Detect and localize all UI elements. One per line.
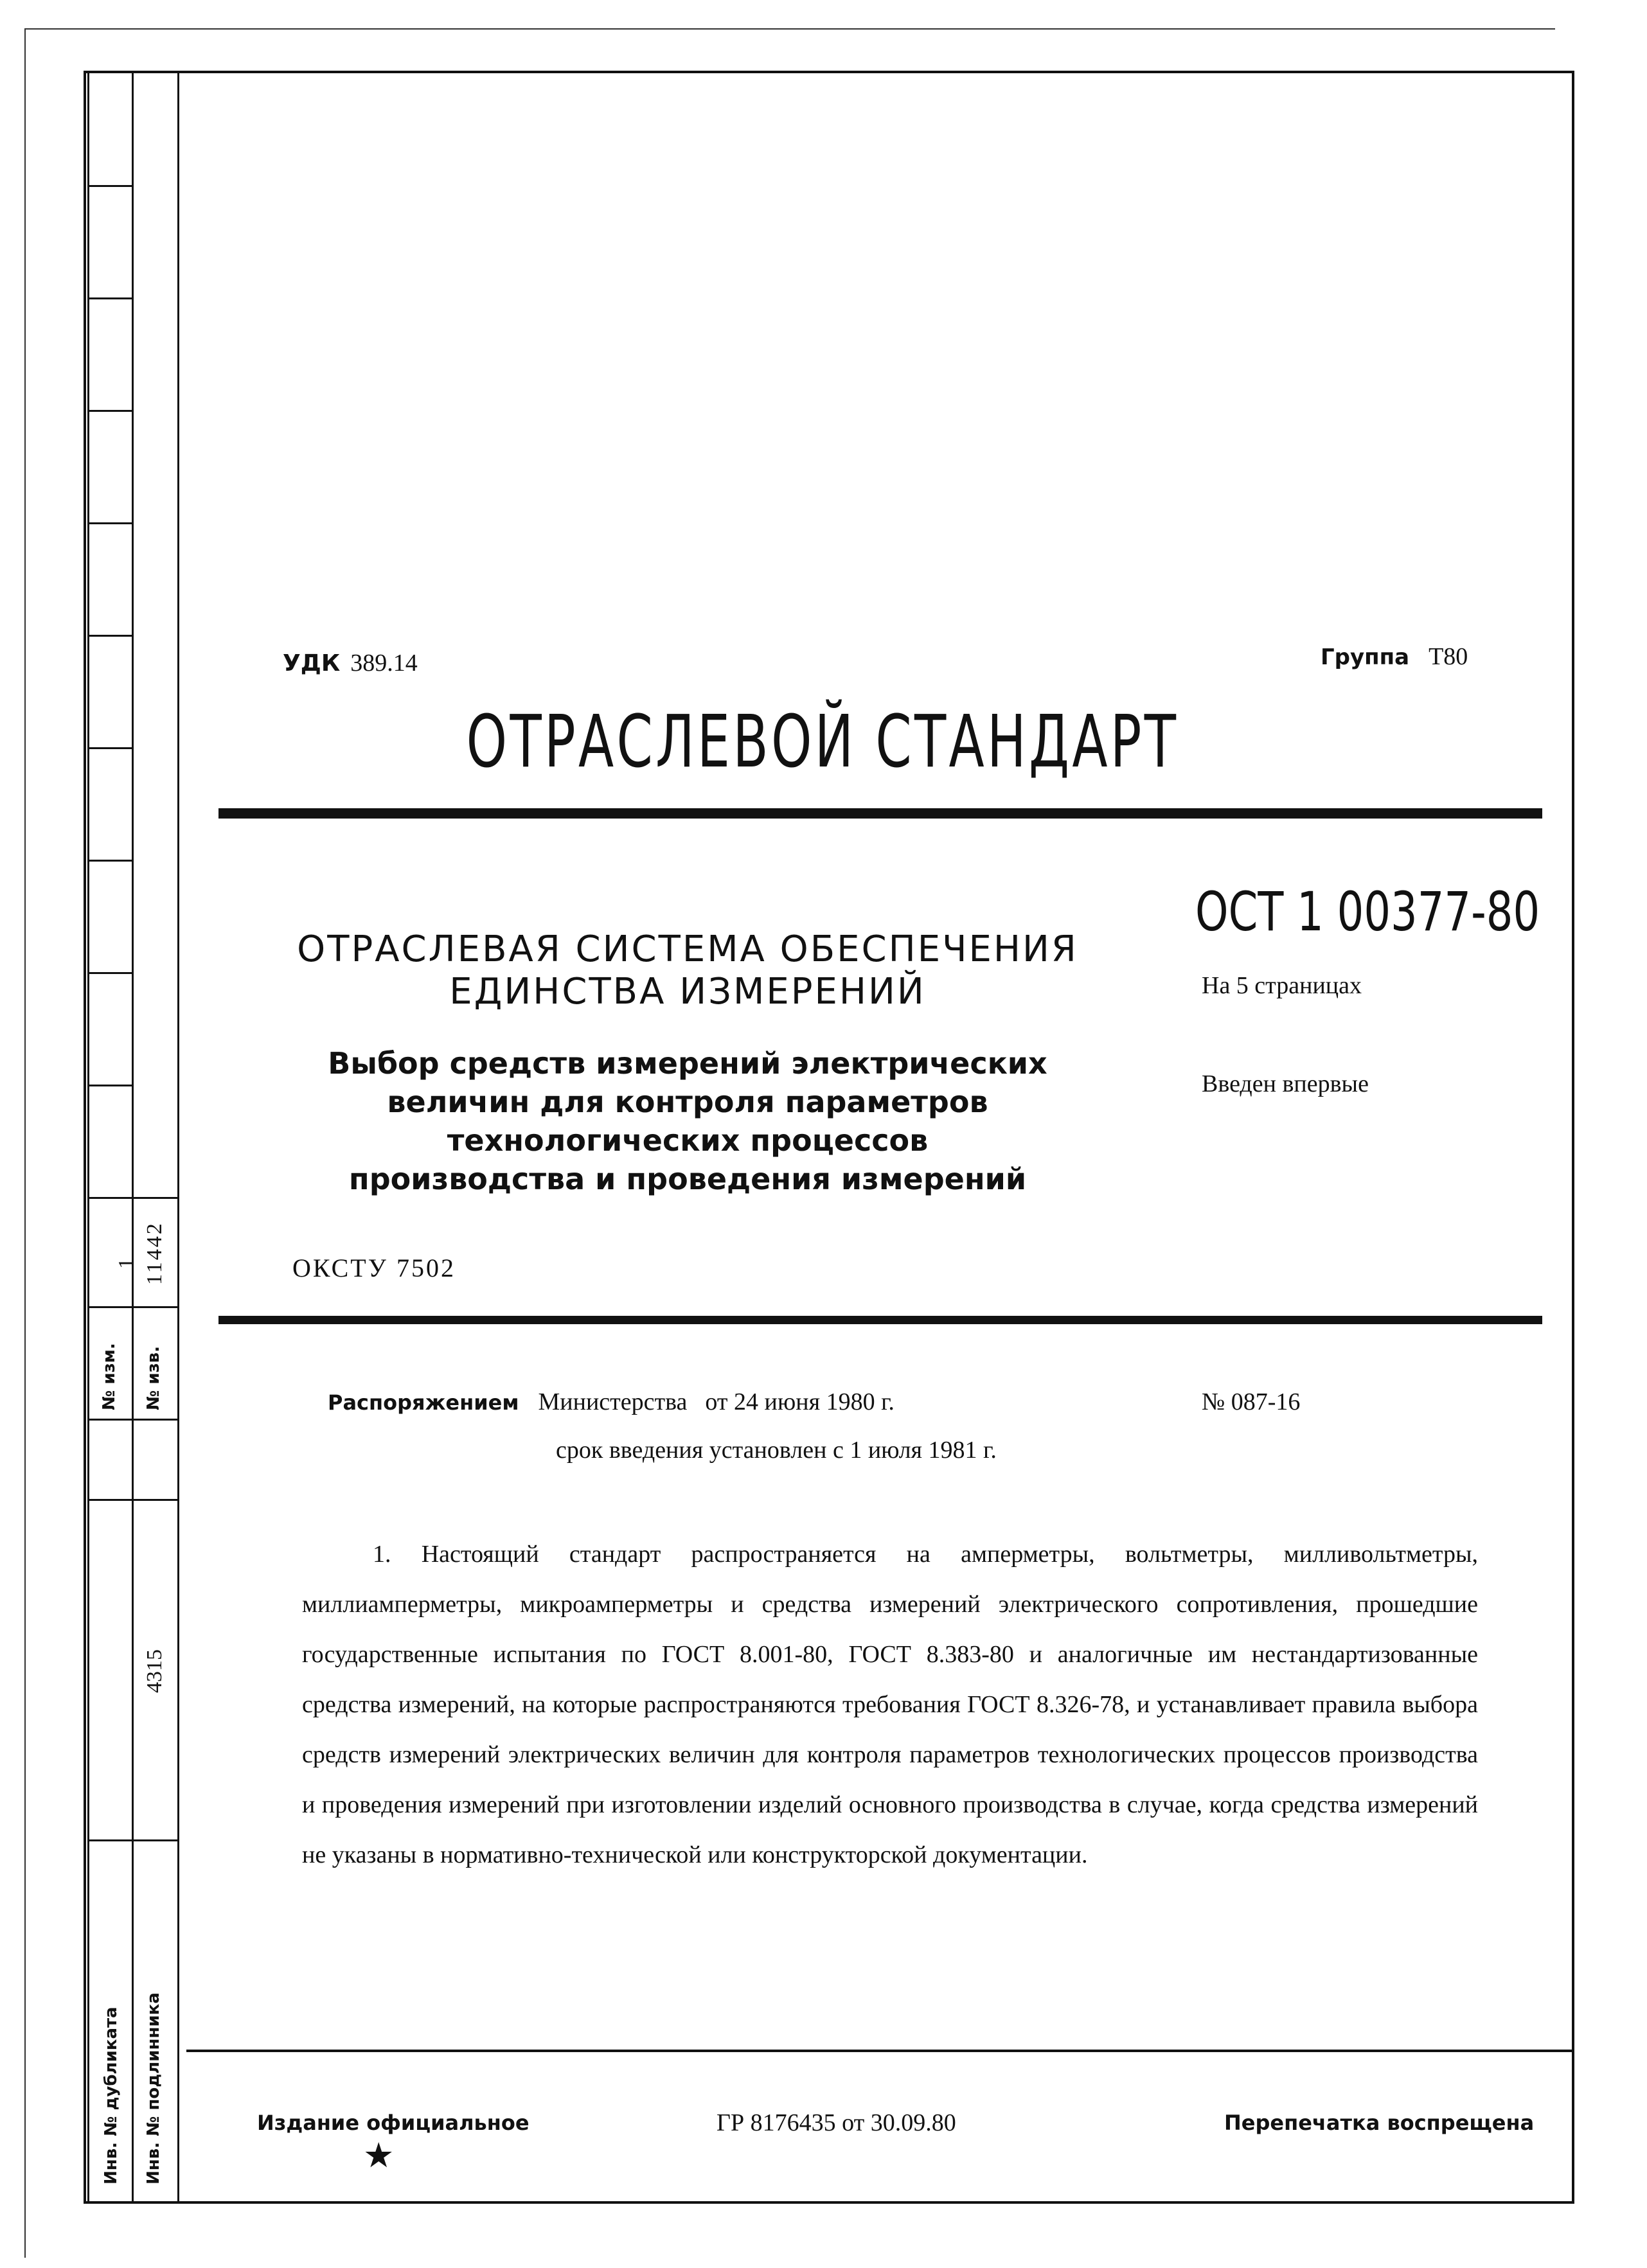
system-title-line: ЕДИНСТВА ИЗМЕРЕНИЙ: [449, 971, 926, 1013]
registration-number: ГР 8176435 от 30.09.80: [717, 2109, 956, 2136]
main-title: ОТРАСЛЕВОЙ СТАНДАРТ: [466, 700, 1179, 784]
page-left-rule: [24, 28, 26, 2258]
duplicate-inventory-label: Инв. № дубликата: [102, 2007, 121, 2184]
oksty-code: ОКСТУ 7502: [292, 1254, 456, 1282]
original-inventory-label: Инв. № подлинника: [144, 1992, 163, 2184]
group-code: [1321, 642, 1468, 671]
system-title-line: ОТРАСЛЕВАЯ СИСТЕМА ОБЕСПЕЧЕНИЯ: [297, 928, 1078, 970]
pages-note: На 5 страницах: [1202, 972, 1362, 999]
margin-stamp-column-inner: [132, 71, 179, 2204]
reprint-prohibited-label: Перепечатка воспрещена: [1224, 2111, 1535, 2135]
order-number: № 087-16: [1202, 1388, 1301, 1415]
page-top-rule: [26, 28, 1555, 30]
order-line: [328, 1388, 895, 1416]
system-title: [283, 928, 1092, 1013]
footer-rule: [186, 2050, 1574, 2052]
notice-number-value: 11442: [143, 1221, 166, 1285]
group-value: Т80: [1429, 643, 1468, 670]
order-authority: Министерства: [538, 1388, 688, 1415]
original-inventory-value: 4315: [143, 1649, 166, 1693]
order-date: от 24 июня 1980 г.: [705, 1388, 895, 1415]
star-icon: ★: [363, 2135, 395, 2175]
change-number-label: № изм.: [100, 1343, 119, 1410]
group-label: Группа: [1321, 644, 1410, 670]
paragraph-1: [302, 1529, 1478, 1880]
order-label: Распоряжением: [328, 1390, 519, 1415]
effective-date: срок введения установлен с 1 июля 1981 г.: [556, 1437, 997, 1464]
subject-line: производства и проведения измерений: [348, 1162, 1027, 1196]
margin-stamp-column-outer: [87, 71, 134, 2204]
title-rule: [218, 808, 1542, 819]
udk-value: 389.14: [350, 650, 418, 677]
standard-code: ОСТ 1 00377-80: [1195, 880, 1540, 943]
introduction-note: Введен впервые: [1202, 1070, 1369, 1097]
udk-code: [283, 649, 418, 677]
change-number-value: 1: [114, 1258, 138, 1269]
subject-line: величин для контроля параметров: [387, 1085, 988, 1119]
udk-label: УДК: [283, 650, 341, 677]
subject-line: Выбор средств измерений электрических: [328, 1046, 1047, 1081]
paragraph-1-text: 1. Настоящий стандарт распространяется на амперметры, вольтметры, милливольтметры, миллиамперметры, микроамперметры и средства измерений электрического сопротивления, прошедшие государственные испытания по ГОСТ 8.001-80, ГОСТ 8.383-80 и аналогичные им нестандартизованные средства измерений, на которые распространяются требования ГОСТ 8.326-78, и устанавливает правила выбора средств измерений электрических величин для контроля параметров технологических процессов производства и проведения измерений при изготовлении изделий основного производства в случае, когда средства измерений не указаны в нормативно-технической или конструкторской документации.: [302, 1541, 1478, 1868]
subject-line: технологических процессов: [447, 1123, 929, 1158]
section-rule: [218, 1316, 1542, 1324]
official-edition-label: Издание официальное: [257, 2111, 530, 2135]
standard-subject: [276, 1044, 1099, 1198]
notice-number-label: № изв.: [144, 1346, 163, 1410]
